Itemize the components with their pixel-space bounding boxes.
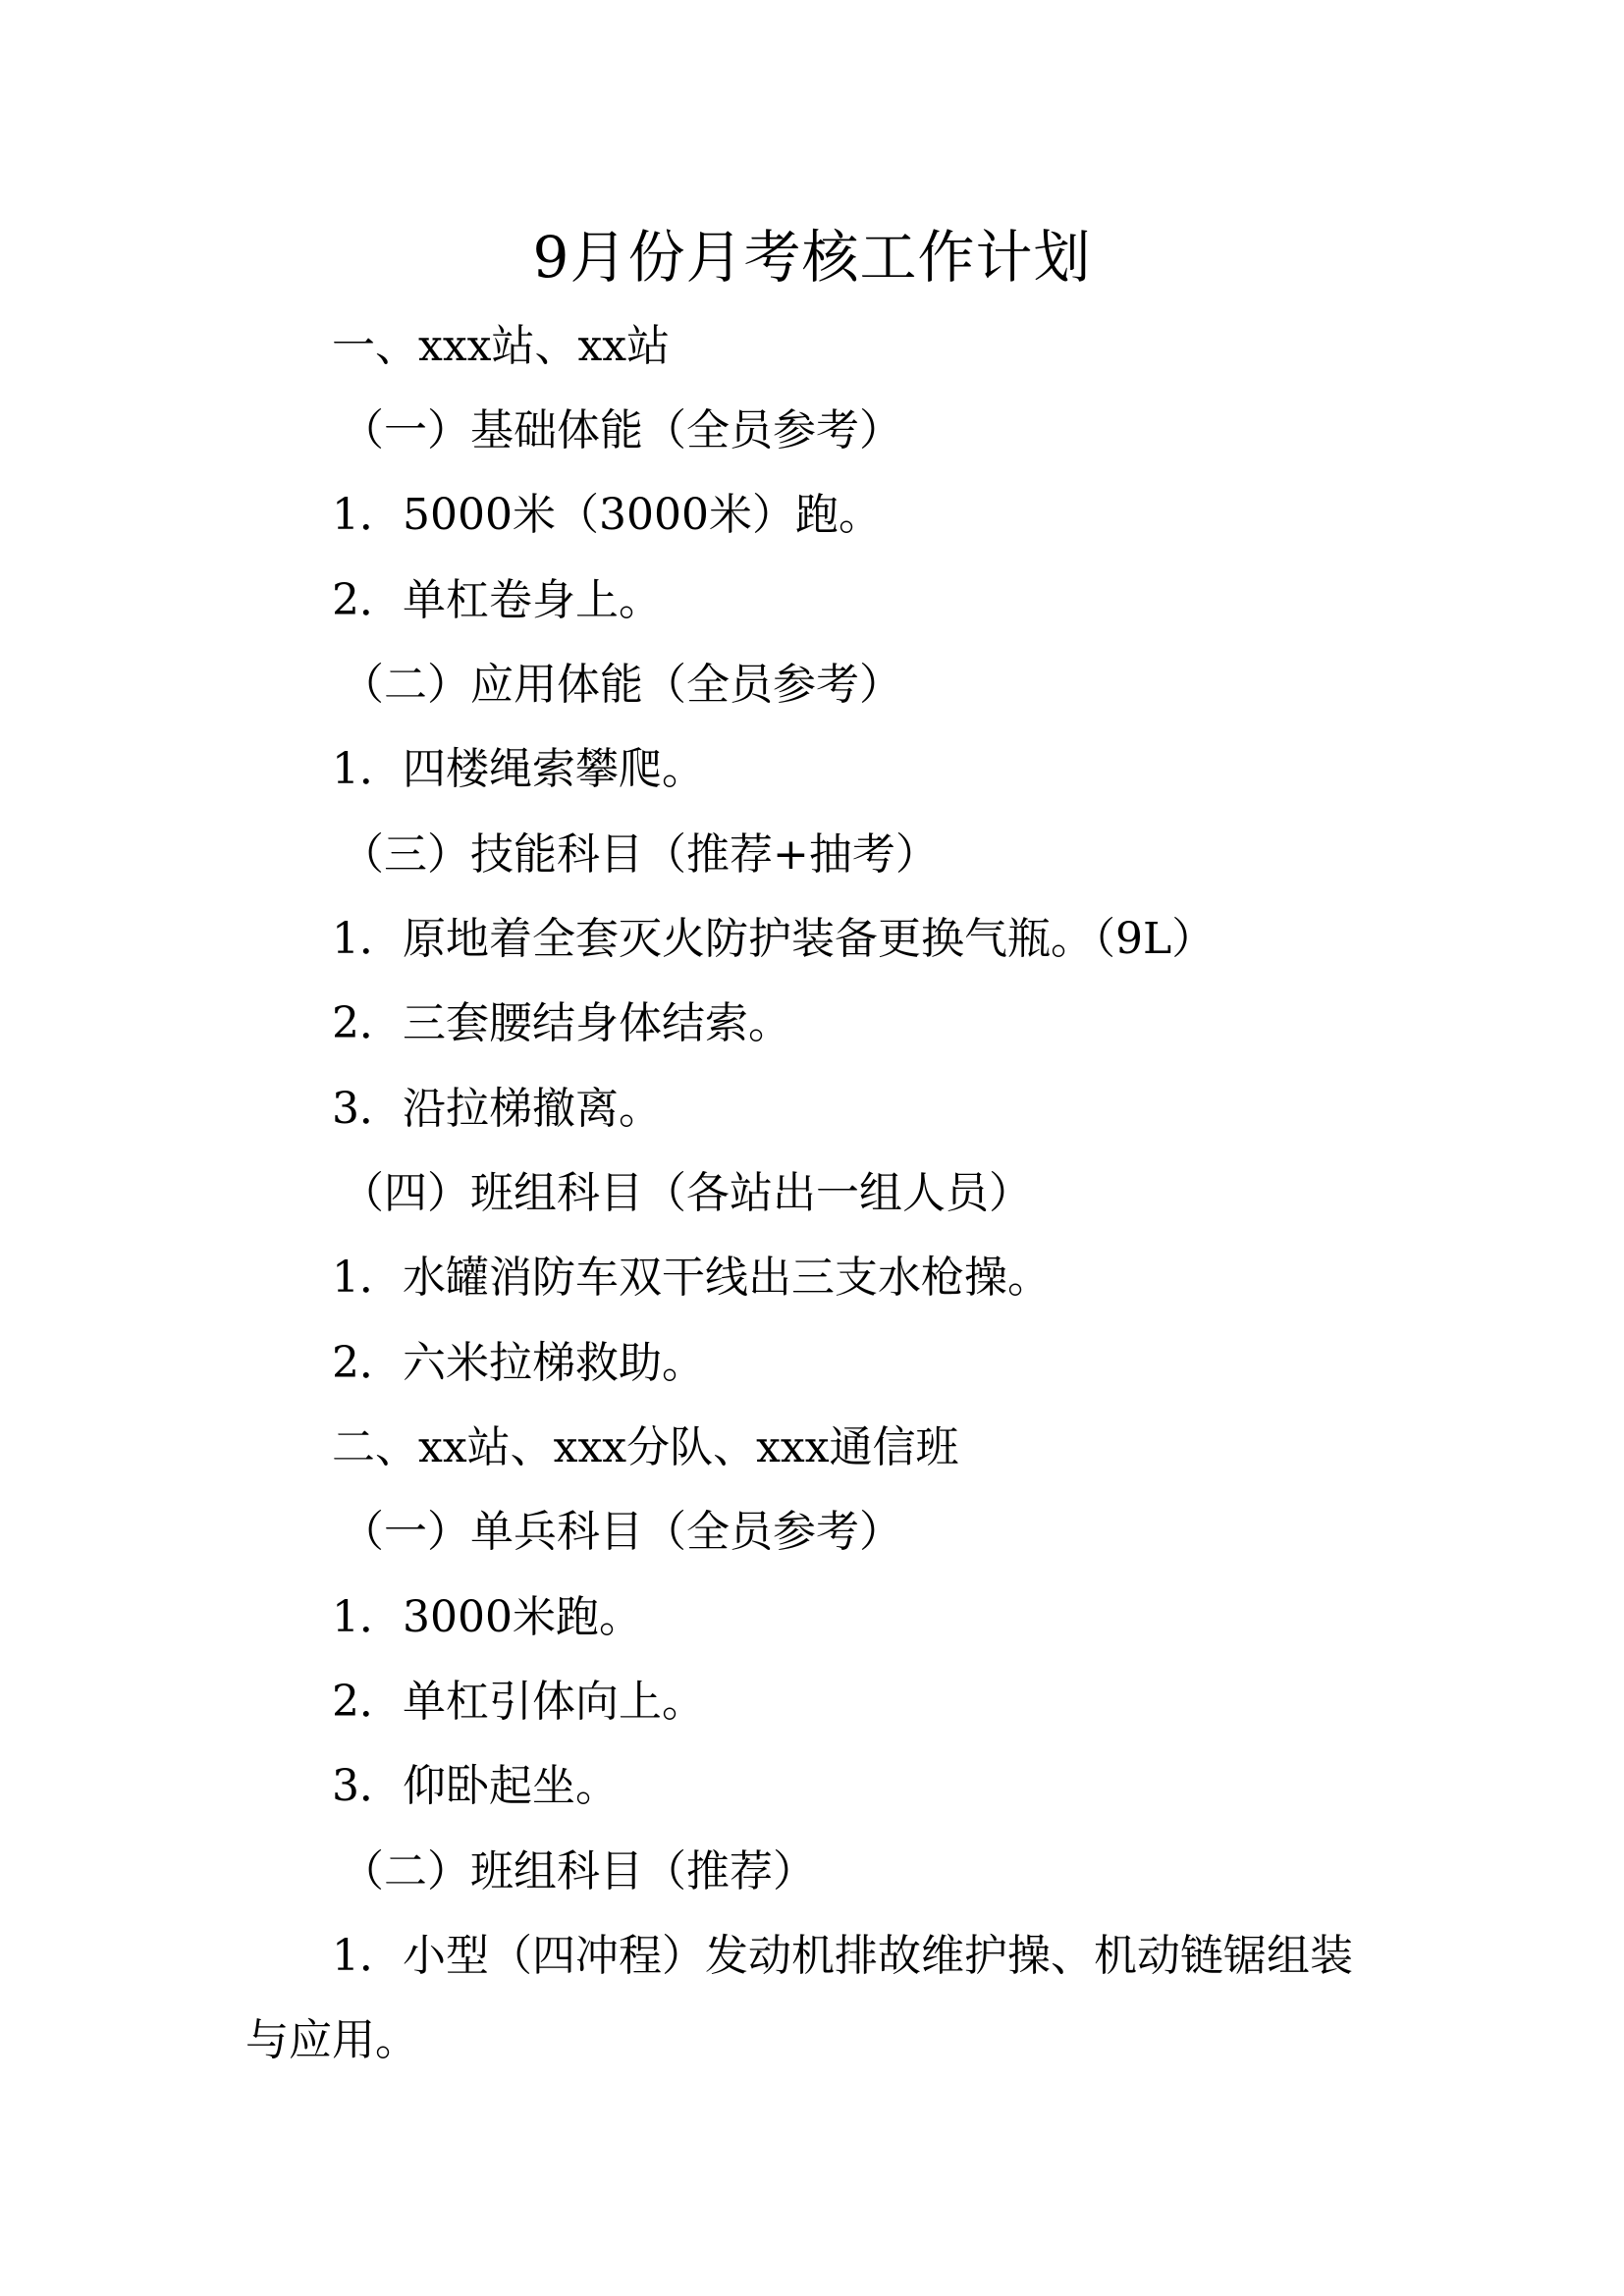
list-item: 3．仰卧起坐。 (332, 1761, 619, 1811)
subsection-heading: （一）单兵科目（全员参考） (341, 1507, 902, 1557)
subsection-heading: （一）基础体能（全员参考） (341, 405, 902, 455)
subsection-heading: （四）班组科目（各站出一组人员） (341, 1168, 1032, 1218)
section-heading: 一、xxx站、xx站 (332, 321, 671, 371)
list-item: 1．5000米（3000米）跑。 (332, 490, 882, 540)
list-item: 3．沿拉梯撤离。 (332, 1084, 662, 1134)
list-item: 1．四楼绳索攀爬。 (332, 744, 705, 794)
subsection-heading: （二）班组科目（推荐） (341, 1846, 816, 1896)
subsection-heading: （三）技能科目（推荐+抽考） (341, 829, 939, 880)
subsection-heading: （二）应用体能（全员参考） (341, 660, 902, 710)
list-item: 2．三套腰结身体结索。 (332, 998, 791, 1048)
list-item: 1．原地着全套灭火防护装备更换气瓶。（9L） (332, 914, 1216, 964)
list-item: 1．小型（四冲程）发动机排故维护操、机动链锯组装 (332, 1931, 1353, 1981)
list-item: 2．单杠引体向上。 (332, 1677, 705, 1727)
list-item-continuation: 与应用。 (245, 2015, 418, 2065)
list-item: 1．3000米跑。 (332, 1592, 642, 1642)
list-item: 1．水罐消防车双干线出三支水枪操。 (332, 1253, 1051, 1303)
list-item: 2．单杠卷身上。 (332, 575, 662, 625)
document-title: 9月份月考核工作计划 (532, 224, 1092, 291)
list-item: 2．六米拉梯救助。 (332, 1338, 705, 1388)
section-heading: 二、xx站、xxx分队、xxx通信班 (332, 1422, 959, 1472)
